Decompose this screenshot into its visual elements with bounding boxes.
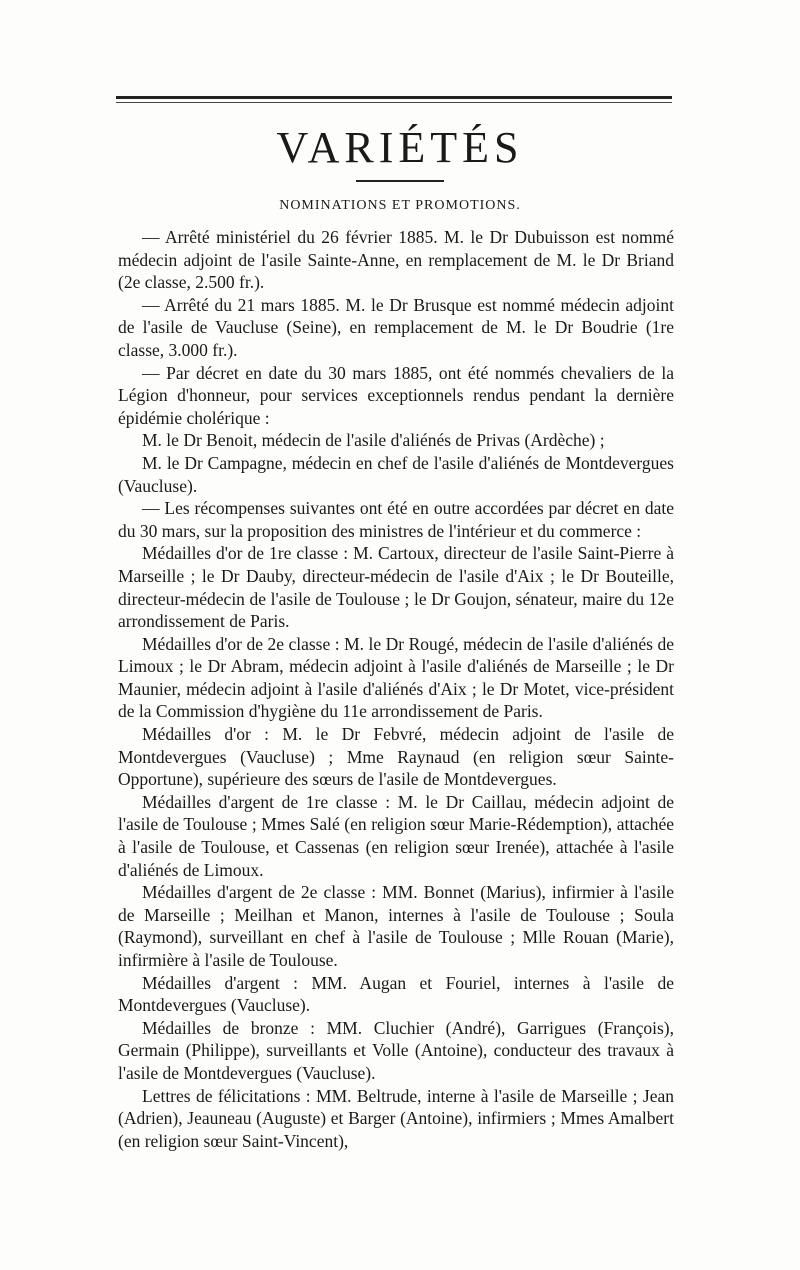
paragraph: — Par décret en date du 30 mars 1885, ont été nommés chevaliers de la Légion d'honneur, pour services exceptionnels rendus pendant la dernière épidémie cholérique : bbox=[118, 362, 674, 428]
header-rule-thin bbox=[116, 102, 672, 103]
page-title: VARIÉTÉS bbox=[276, 123, 524, 172]
paragraph: Lettres de félicitations : MM. Beltrude, interne à l'asile de Marseille ; Jean (Adrien), Jeauneau (Auguste) et Barger (Antoine), infirmiers ; Mmes Amalbert (en religion sœur Saint-Vincent), bbox=[118, 1085, 674, 1151]
paragraph: M. le Dr Benoit, médecin de l'asile d'aliénés de Privas (Ardèche) ; bbox=[142, 430, 605, 451]
section-subtitle: NOMINATIONS ET PROMOTIONS. bbox=[279, 198, 521, 213]
paragraph: M. le Dr Campagne, médecin en chef de l'asile d'aliénés de Montdevergues (Vaucluse). bbox=[118, 452, 674, 496]
paragraph: Médailles d'or de 2e classe : M. le Dr Rougé, médecin de l'asile d'aliénés de Limoux ; le Dr Abram, médecin adjoint à l'asile d'aliénés de Marseille ; le Dr Maunier, médecin adjoint à l'asile d'aliénés d'Aix ; le Dr Motet, vice-président de la Commission d'hygiène du 11e arrondissement de Paris. bbox=[118, 633, 674, 722]
paragraph: Médailles de bronze : MM. Cluchier (André), Garrigues (François), Germain (Philippe), surveillants et Volle (Antoine), conducteur des travaux à l'asile de Montdevergues (Vaucluse). bbox=[118, 1017, 674, 1083]
header-rule bbox=[116, 96, 672, 99]
article-body bbox=[118, 226, 674, 1152]
paragraph: Médailles d'or de 1re classe : M. Cartoux, directeur de l'asile Saint-Pierre à Marseille ; le Dr Dauby, directeur-médecin de l'asile d'Aix ; le Dr Bouteille, directeur-médecin de l'asile de Toulouse ; le Dr Goujon, sénateur, maire du 12e arrondissement de Paris. bbox=[118, 543, 674, 632]
paragraph: — Les récompenses suivantes ont été en outre accordées par décret en date du 30 mars, sur la proposition des ministres de l'intérieur et du commerce : bbox=[118, 498, 674, 541]
paragraph: Médailles d'argent de 2e classe : MM. Bonnet (Marius), infirmier à l'asile de Marseille ; Meilhan et Manon, internes à l'asile de Toulouse ; Soula (Raymond), surveillant en chef à l'asile de Toulouse ; Mlle Rouan (Marie), infirmière à l'asile de Toulouse. bbox=[118, 882, 674, 970]
paragraph: Médailles d'argent : MM. Augan et Fouriel, internes à l'asile de Montdevergues (Vaucluse). bbox=[118, 972, 674, 1016]
paragraph: — Arrêté du 21 mars 1885. M. le Dr Brusque est nommé médecin adjoint de l'asile de Vaucluse (Seine), en remplacement de M. le Dr Boudrie (1re classe, 3.000 fr.). bbox=[118, 294, 674, 360]
paragraph: — Arrêté ministériel du 26 février 1885. M. le Dr Dubuisson est nommé médecin adjoint de l'asile Sainte-Anne, en remplacement de M. le Dr Briand (2e classe, 2.500 fr.). bbox=[118, 227, 674, 293]
paragraph: Médailles d'argent de 1re classe : M. le Dr Caillau, médecin adjoint de l'asile de Toulouse ; Mmes Salé (en religion sœur Marie-Rédemption), attachée à l'asile de Toulouse, et Cassenas (en religion sœur Irenée), attachée à l'asile d'aliénés de Limoux. bbox=[118, 791, 674, 880]
title-rule bbox=[356, 180, 444, 182]
paragraph: Médailles d'or : M. le Dr Febvré, médecin adjoint de l'asile de Montdevergues (Vaucluse) ; Mme Raynaud (en religion sœur Sainte-Opportune), supérieure des sœurs de l'asile de Montdevergues. bbox=[118, 724, 674, 790]
